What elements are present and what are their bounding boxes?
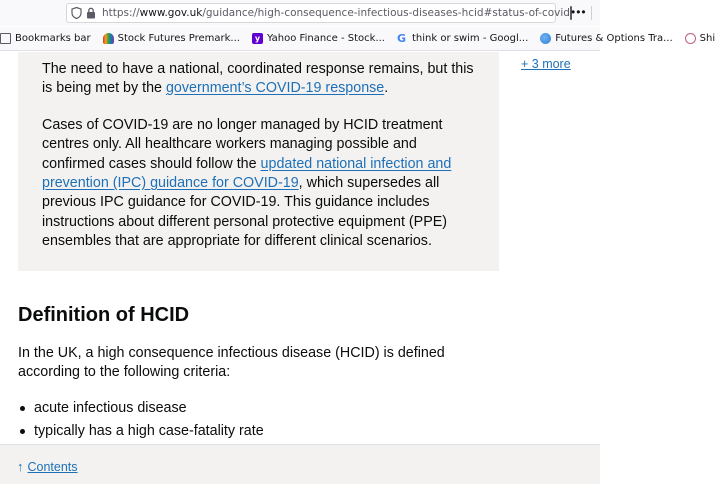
url-domain: www.gov.uk [139, 7, 203, 19]
page-actions-menu-button[interactable]: ••• [571, 5, 587, 19]
bookmark-label: think or swim - Googl... [411, 33, 529, 44]
list-item: acute infectious disease [18, 397, 264, 420]
definition-intro: In the UK, a high consequence infectious disease (HCID) is defined according to the following criteria: [18, 345, 445, 381]
shield-icon[interactable] [71, 5, 82, 21]
show-more-link[interactable]: + 3 more [521, 57, 571, 71]
criteria-list [18, 397, 264, 443]
paragraph-text: The need to have a national, coordinated response remains, but this is being met by the [42, 61, 474, 97]
globe-icon [540, 33, 551, 44]
covid-response-link[interactable]: government’s COVID-19 response [165, 80, 385, 97]
paragraph-text: Cases of COVID-19 are no longer managed by HCID treatment centres only. All healthcare workers managing possible and confirmed cases should follow the [42, 116, 443, 172]
page-content [0, 52, 600, 444]
cnbc-peacock-icon [103, 33, 114, 44]
lock-icon[interactable] [86, 5, 96, 21]
contents-bar [0, 444, 600, 484]
paragraph-text: , which supersedes all previous IPC guidance for COVID-19. This guidance includes instructions about different personal protective equipment (PPE) ensembles that are appropriate for different clinical scenarios. [42, 175, 448, 250]
url-prefix: https:// [102, 7, 140, 19]
paragraph-text: . [384, 80, 389, 97]
list-item: typically has a high case-fatality rate [18, 420, 264, 443]
arrow-up-icon: ↑ [17, 459, 24, 474]
bookmark-label: Yahoo Finance - Stock... [266, 33, 385, 44]
bookmark-futures-options[interactable] [540, 33, 672, 44]
yahoo-icon: y [252, 33, 263, 44]
bookmark-label: Futures & Options Tra... [555, 33, 673, 44]
bookmark-label: Shi [699, 33, 715, 44]
bookmark-stock-futures[interactable] [103, 33, 240, 44]
back-to-contents-link[interactable] [17, 459, 78, 474]
address-bar[interactable] [66, 3, 570, 23]
browser-toolbar [0, 0, 600, 26]
callout-paragraph [42, 60, 475, 99]
bookmark-folder[interactable] [0, 33, 91, 44]
definition-heading: Definition of HCID [18, 304, 190, 326]
swirl-icon [685, 33, 696, 44]
bookmark-yahoo-finance[interactable] [252, 33, 385, 44]
toolbar-divider [591, 6, 592, 20]
url-path: /guidance/high-consequence-infectious-diseases-hcid#status-of-covid [202, 7, 570, 19]
contents-label: Contents [27, 459, 78, 474]
callout-paragraph [42, 116, 475, 252]
ipc-guidance-link[interactable]: updated national infection and prevention (IPC) guidance for COVID-19 [42, 155, 452, 192]
bookmark-think-or-swim[interactable] [397, 33, 528, 44]
bookmark-label: Bookmarks bar [15, 33, 91, 44]
covid-status-callout [18, 52, 499, 271]
url-text[interactable] [102, 7, 570, 19]
bookmark-shi[interactable] [685, 33, 715, 44]
folder-icon [0, 33, 11, 44]
bookmark-label: Stock Futures Premark... [117, 33, 240, 44]
google-icon: G [396, 32, 407, 45]
bookmarks-toolbar [0, 27, 715, 51]
